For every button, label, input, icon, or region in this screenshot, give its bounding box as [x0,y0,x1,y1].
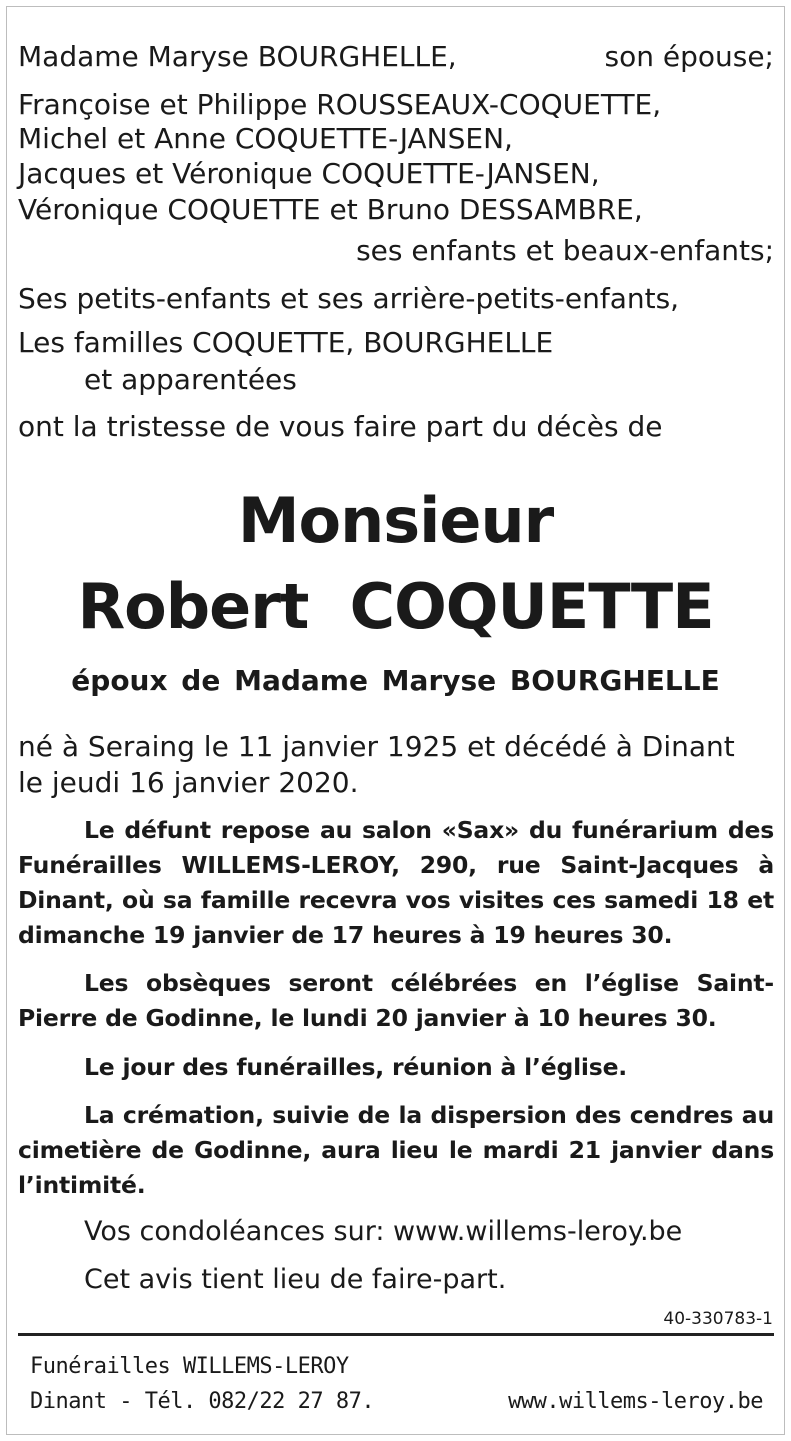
footer-divider [18,1333,774,1336]
spouse-role: son épouse; [604,40,774,73]
notice-line: Cet avis tient lieu de faire-part. [84,1264,507,1295]
footer-phone: Dinant - Tél. 082/22 27 87. [30,1389,375,1414]
children-role: ses enfants et beaux-enfants; [356,234,774,267]
paragraph-visitation: Le défunt repose au salon «Sax» du funérarium des Funérailles WILLEMS-LEROY, 290, rue Saint-Jacques à Dinant, où sa famille recevra vos visites ces samedi 18 et dimanche 19 janvier de 17 heures à 19 heures 30. [18,816,774,949]
birth-death-line-1: né à Seraing le 11 janvier 1925 et décédé à Dinant [18,730,735,763]
child-line-2: Michel et Anne COQUETTE-JANSEN, [18,122,513,155]
footer-website: www.willems-leroy.be [508,1389,763,1414]
condolences-line: Vos condoléances sur: www.willems-leroy.be [84,1216,683,1247]
paragraph-cremation: La crémation, suivie de la dispersion des cendres au cimetière de Godinne, aura lieu le mardi 21 janvier dans l’intimité. [18,1101,774,1199]
families-line: Les familles COQUETTE, BOURGHELLE [18,326,554,359]
footer-company: Funérailles WILLEMS-LEROY [30,1354,349,1379]
spouse-line [18,40,774,74]
child-line-3: Jacques et Véronique COQUETTE-JANSEN, [18,157,600,190]
deceased-spouse: époux de Madame Maryse BOURGHELLE [71,664,720,697]
families-cont-line: et apparentées [84,363,297,396]
reference-number: 40-330783-1 [663,1309,773,1329]
deceased-name: Robert COQUETTE [77,570,714,643]
spouse-name: Madame Maryse BOURGHELLE, [18,40,457,73]
birth-death-line-2: le jeudi 16 janvier 2020. [18,766,359,799]
announcement-line: ont la tristesse de vous faire part du décès de [18,410,663,443]
paragraph-meeting: Le jour des funérailles, réunion à l’église. [84,1053,628,1081]
deceased-title: Monsieur [237,484,554,557]
paragraph-funeral: Les obsèques seront célébrées en l’église Saint-Pierre de Godinne, le lundi 20 janvier à 10 heures 30. [18,969,774,1032]
grandchildren-line: Ses petits-enfants et ses arrière-petits-enfants, [18,282,680,315]
child-line-4: Véronique COQUETTE et Bruno DESSAMBRE, [18,193,643,226]
child-line-1: Françoise et Philippe ROUSSEAUX-COQUETTE, [18,88,662,121]
